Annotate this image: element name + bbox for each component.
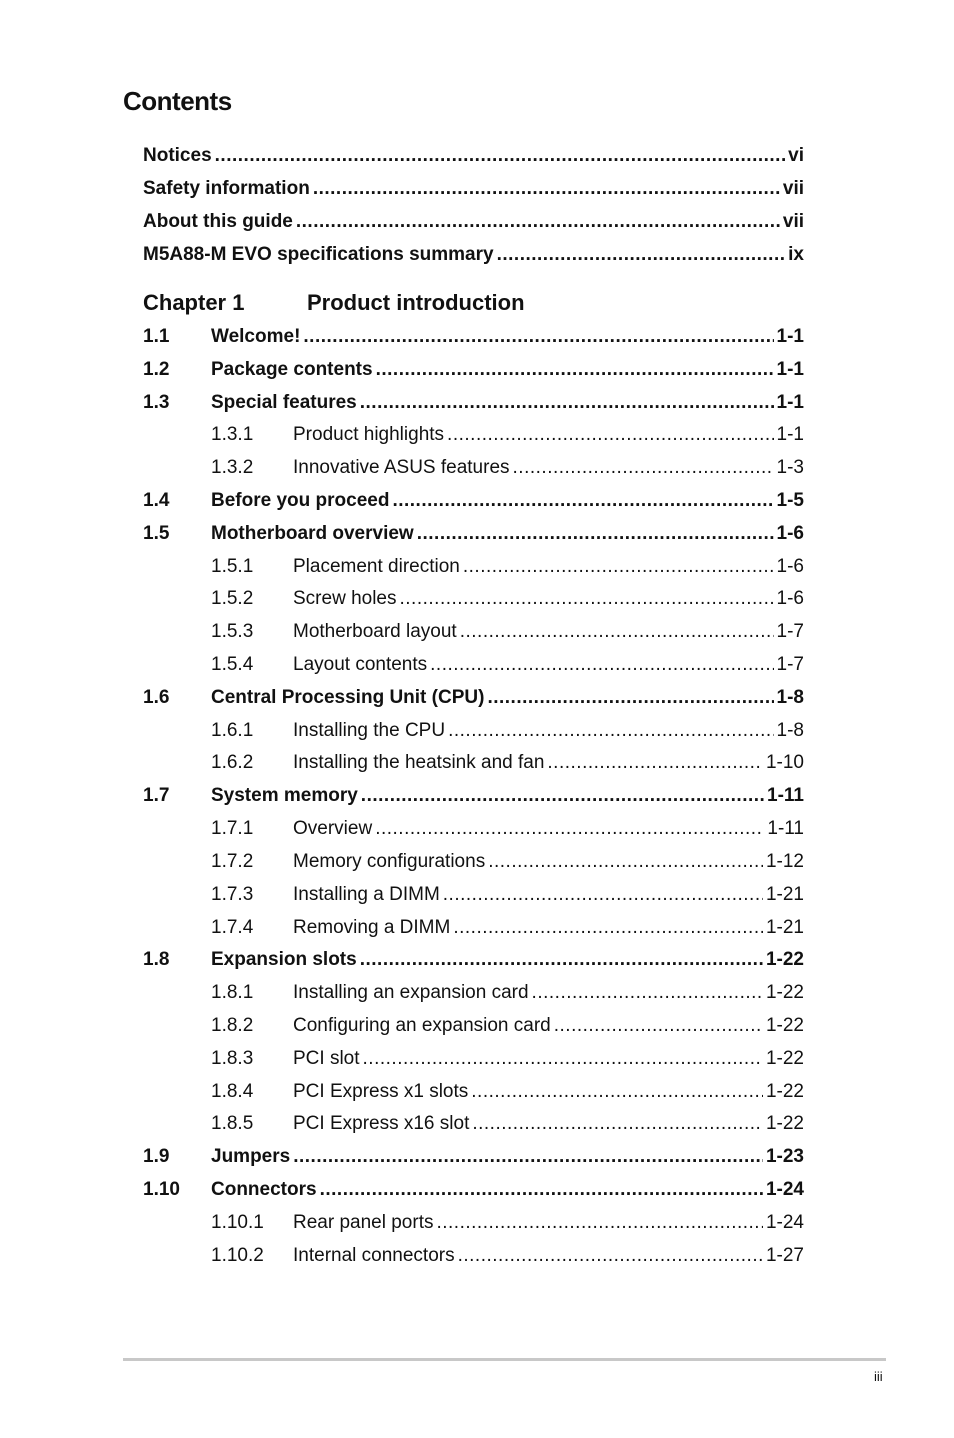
toc-entry-page: ix: [788, 244, 804, 265]
toc-entry-number: 1.5.3: [211, 621, 254, 642]
leader-dots: [363, 1048, 763, 1070]
toc-entry-text: Jumpers: [211, 1146, 291, 1167]
toc-entry-text: Installing the heatsink and fan: [293, 752, 545, 773]
leader-dots: [458, 1245, 763, 1267]
leader-dots: [487, 687, 773, 709]
chapter-heading: [143, 290, 525, 316]
leader-dots: [392, 490, 773, 512]
leader-dots: [320, 1179, 763, 1201]
toc-entry-text: Configuring an expansion card: [293, 1015, 551, 1036]
leader-dots: [417, 523, 774, 545]
toc-entry[interactable]: [143, 523, 804, 547]
toc-entry-page: 1-1: [776, 424, 804, 445]
toc-entry-text: Motherboard layout: [293, 621, 457, 642]
leader-dots: [532, 982, 763, 1004]
leader-dots: [360, 392, 774, 414]
toc-entry-text: Innovative ASUS features: [293, 457, 510, 478]
toc-entry[interactable]: [143, 949, 804, 973]
toc-entry-text: Overview: [293, 818, 373, 839]
toc-entry-text: Package contents: [211, 359, 373, 380]
leader-dots: [361, 785, 764, 807]
toc-entry-text: M5A88-M EVO specifications summary: [143, 244, 494, 265]
toc-entry-number: 1.5.4: [211, 654, 254, 675]
toc-entry-text: PCI Express x16 slot: [293, 1113, 470, 1134]
toc-entry-page: vii: [782, 178, 804, 199]
toc-entry-number: 1.8.1: [211, 982, 254, 1003]
leader-dots: [375, 818, 764, 840]
toc-entry-page: 1-24: [765, 1179, 804, 1200]
toc-entry[interactable]: [143, 392, 804, 416]
toc-entry-text: Connectors: [211, 1179, 317, 1200]
toc-entry-page: 1-6: [776, 588, 804, 609]
toc-entry-page: 1-22: [765, 1113, 804, 1134]
toc-entry-page: 1-8: [776, 720, 804, 741]
toc-entry-number: 1.5: [143, 523, 170, 544]
toc-entry-page: 1-11: [767, 785, 804, 806]
toc-subentry[interactable]: [211, 720, 804, 744]
toc-entry-number: 1.8.5: [211, 1113, 254, 1134]
toc-entry-number: 1.7.2: [211, 851, 254, 872]
toc-entry-text: System memory: [211, 785, 358, 806]
toc-subentry[interactable]: [211, 457, 804, 481]
toc-entry-page: 1-1: [776, 392, 804, 413]
leader-dots: [430, 654, 773, 676]
toc-entry-text: Installing a DIMM: [293, 884, 440, 905]
leader-dots: [513, 457, 774, 479]
toc-entry-number: 1.10: [143, 1179, 180, 1200]
toc-entry-number: 1.6: [143, 687, 170, 708]
leader-dots: [360, 949, 763, 971]
toc-subentry[interactable]: [211, 556, 804, 580]
toc-entry-page: vi: [788, 145, 804, 166]
toc-subentry[interactable]: [211, 654, 804, 678]
toc-subentry[interactable]: [211, 621, 804, 645]
toc-entry-page: 1-10: [765, 752, 804, 773]
toc-entry-text: Removing a DIMM: [293, 917, 451, 938]
toc-entry[interactable]: [143, 1179, 804, 1203]
toc-entry-page: 1-7: [776, 621, 804, 642]
toc-entry-text: Placement direction: [293, 556, 460, 577]
toc-entry-page: 1-27: [765, 1245, 804, 1266]
toc-entry-page: 1-5: [776, 490, 804, 511]
leader-dots: [447, 424, 773, 446]
leader-dots: [463, 556, 774, 578]
chapter-title: Product introduction: [307, 290, 525, 315]
leader-dots: [460, 621, 774, 643]
toc-entry-number: 1.2: [143, 359, 170, 380]
leader-dots: [448, 720, 773, 742]
toc-entry-page: 1-21: [765, 884, 804, 905]
toc-entry-text: PCI slot: [293, 1048, 360, 1069]
toc-entry-number: 1.7.1: [211, 818, 254, 839]
toc-entry-number: 1.7.4: [211, 917, 254, 938]
toc-entry-number: 1.1: [143, 326, 170, 347]
toc-entry-page: 1-3: [776, 457, 804, 478]
leader-dots: [453, 917, 763, 939]
toc-entry-number: 1.3.1: [211, 424, 254, 445]
leader-dots: [313, 178, 780, 200]
footer-divider: [123, 1358, 886, 1361]
toc-entry-number: 1.8: [143, 949, 170, 970]
toc-subentry[interactable]: [211, 588, 804, 612]
toc-entry-page: 1-22: [765, 1015, 804, 1036]
toc-entry-safety-information[interactable]: [143, 178, 804, 202]
toc-entry[interactable]: [143, 1146, 804, 1170]
toc-entry-number: 1.8.3: [211, 1048, 254, 1069]
toc-entry-page: 1-11: [767, 818, 804, 839]
toc-entry-number: 1.3: [143, 392, 170, 413]
page-title: Contents: [123, 86, 232, 116]
toc-entry-page: 1-6: [776, 523, 804, 544]
toc-entry-number: 1.7.3: [211, 884, 254, 905]
toc-subentry[interactable]: [211, 1113, 804, 1137]
toc-entry-number: 1.5.2: [211, 588, 254, 609]
toc-subentry[interactable]: [211, 1212, 804, 1236]
toc-subentry[interactable]: [211, 1048, 804, 1072]
toc-entry-text: Motherboard overview: [211, 523, 414, 544]
toc-subentry[interactable]: [211, 1245, 804, 1269]
toc-entry-text: Layout contents: [293, 654, 428, 675]
toc-entry-number: 1.3.2: [211, 457, 254, 478]
leader-dots: [400, 588, 774, 610]
toc-entry-page: 1-23: [765, 1146, 804, 1167]
toc-entry-text: Before you proceed: [211, 490, 390, 511]
toc-entry-page: 1-1: [776, 326, 804, 347]
toc-entry-page: 1-1: [776, 359, 804, 380]
toc-entry-number: 1.8.4: [211, 1081, 254, 1102]
toc-entry-page: 1-21: [765, 917, 804, 938]
toc-entry-text: Memory configurations: [293, 851, 486, 872]
leader-dots: [554, 1015, 763, 1037]
toc-entry-number: 1.10.1: [211, 1212, 264, 1233]
toc-subentry[interactable]: [211, 917, 804, 941]
toc-subentry[interactable]: [211, 851, 804, 875]
toc-entry-page: 1-6: [776, 556, 804, 577]
toc-entry-text: Rear panel ports: [293, 1212, 434, 1233]
toc-entry-page: vii: [782, 211, 804, 232]
toc-entry-text: Notices: [143, 145, 212, 166]
leader-dots: [443, 884, 763, 906]
toc-entry-notices[interactable]: [143, 145, 804, 169]
toc-entry-text: Product highlights: [293, 424, 445, 445]
toc-entry-text: Installing an expansion card: [293, 982, 529, 1003]
toc-entry-number: 1.4: [143, 490, 170, 511]
leader-dots: [497, 244, 786, 266]
toc-entry-number: 1.5.1: [211, 556, 254, 577]
toc-subentry[interactable]: [211, 424, 804, 448]
toc-entry-text: Screw holes: [293, 588, 397, 609]
toc-subentry[interactable]: [211, 1015, 804, 1039]
toc-entry-page: 1-22: [765, 1081, 804, 1102]
toc-entry[interactable]: [143, 687, 804, 711]
toc-entry-text: Installing the CPU: [293, 720, 446, 741]
toc-entry[interactable]: [143, 490, 804, 514]
leader-dots: [303, 326, 773, 348]
toc-entry-text: Expansion slots: [211, 949, 357, 970]
toc-entry[interactable]: [143, 326, 804, 350]
leader-dots: [488, 851, 763, 873]
toc-entry-number: 1.8.2: [211, 1015, 254, 1036]
toc-entry[interactable]: [143, 785, 804, 809]
leader-dots: [215, 145, 786, 167]
toc-subentry[interactable]: [211, 1081, 804, 1105]
toc-entry-text: Internal connectors: [293, 1245, 455, 1266]
toc-entry-page: 1-22: [765, 982, 804, 1003]
toc-entry-text: Special features: [211, 392, 357, 413]
toc-subentry[interactable]: [211, 982, 804, 1006]
toc-entry-page: 1-7: [776, 654, 804, 675]
page-number: iii: [874, 1369, 883, 1384]
toc-entry-text: Central Processing Unit (CPU): [211, 687, 485, 708]
toc-entry-page: 1-8: [776, 687, 804, 708]
toc-subentry[interactable]: [211, 884, 804, 908]
toc-entry[interactable]: [143, 359, 804, 383]
toc-entry-number: 1.6.2: [211, 752, 254, 773]
leader-dots: [296, 211, 780, 233]
toc-subentry[interactable]: [211, 752, 804, 776]
leader-dots: [471, 1081, 763, 1103]
toc-entry-text: PCI Express x1 slots: [293, 1081, 469, 1102]
leader-dots: [376, 359, 774, 381]
toc-entry-page: 1-24: [765, 1212, 804, 1233]
leader-dots: [547, 752, 763, 774]
chapter-label: Chapter 1: [143, 290, 245, 315]
toc-entry-page: 1-22: [765, 1048, 804, 1069]
toc-entry-text: About this guide: [143, 211, 293, 232]
toc-entry-number: 1.9: [143, 1146, 170, 1167]
toc-entry-number: 1.6.1: [211, 720, 254, 741]
leader-dots: [293, 1146, 763, 1168]
leader-dots: [436, 1212, 763, 1234]
leader-dots: [472, 1113, 763, 1135]
toc-entry-specifications-summary[interactable]: [143, 244, 804, 268]
toc-subentry[interactable]: [211, 818, 804, 842]
toc-entry-text: Safety information: [143, 178, 310, 199]
toc-entry-about-this-guide[interactable]: [143, 211, 804, 235]
toc-entry-number: 1.7: [143, 785, 170, 806]
toc-entry-number: 1.10.2: [211, 1245, 264, 1266]
toc-entry-text: Welcome!: [211, 326, 301, 347]
toc-entry-page: 1-22: [765, 949, 804, 970]
toc-entry-page: 1-12: [765, 851, 804, 872]
